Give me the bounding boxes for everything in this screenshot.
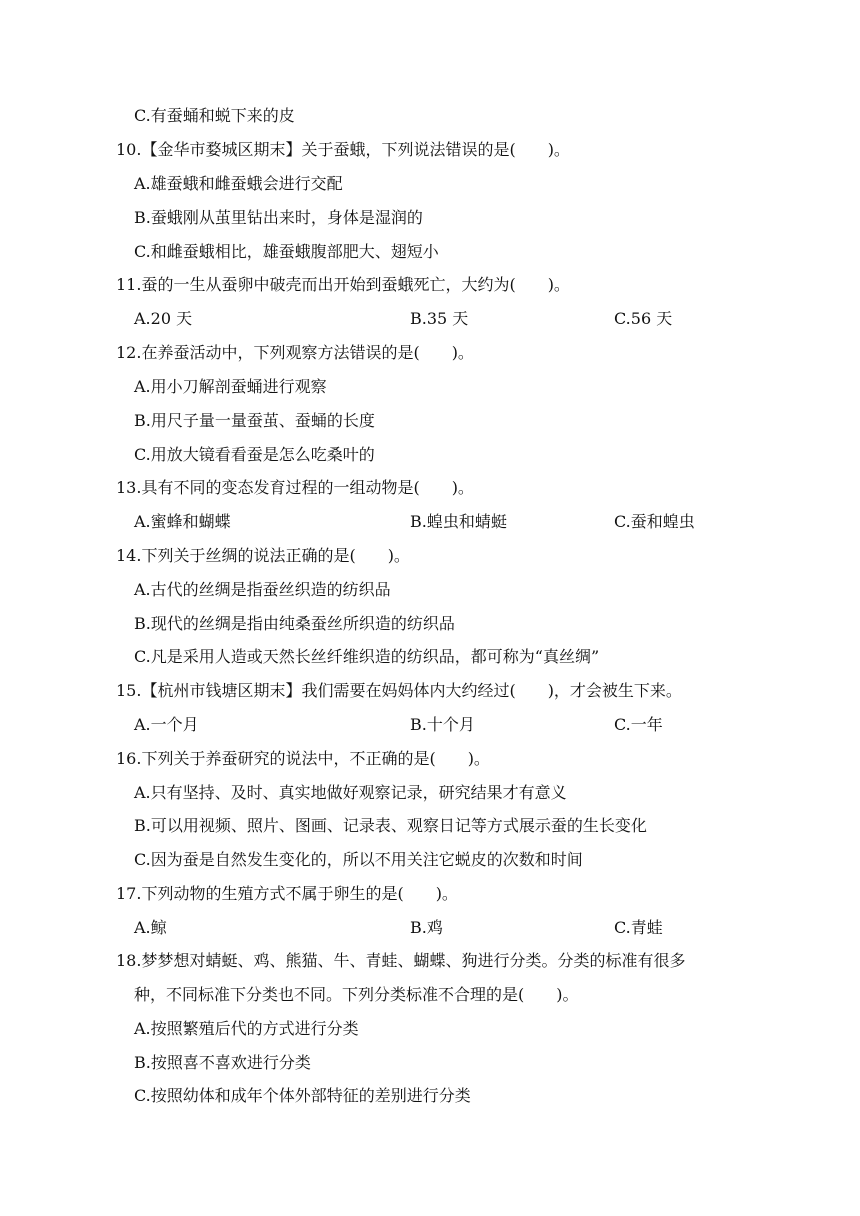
option-b: B.现代的丝绸是指由纯桑蚕丝所织造的纺织品 [134,614,455,633]
question-12: 12.在养蚕活动中，下列观察方法错误的是( )。 [116,343,474,362]
option-a: A.按照繁殖后代的方式进行分类 [134,1019,359,1038]
option-c: C.一年 [614,715,663,734]
option-c: C.56 天 [614,309,673,328]
option-a: A.古代的丝绸是指蚕丝织造的纺织品 [134,580,391,599]
option-b: B.用尺子量一量蚕茧、蚕蛹的长度 [134,411,375,430]
option-c: C.蚕和蝗虫 [614,512,695,531]
option-c: C.凡是采用人造或天然长丝纤维织造的纺织品，都可称为“真丝绸” [134,647,600,666]
option-b: B.按照喜不喜欢进行分类 [134,1053,311,1072]
question-15: 15.【杭州市钱塘区期末】我们需要在妈妈体内大约经过( )，才会被生下来。 [116,681,682,700]
question-18-continued: 种，不同标准下分类也不同。下列分类标准不合理的是( )。 [134,985,579,1004]
option-c: C.用放大镜看看蚕是怎么吃桑叶的 [134,445,375,464]
question-17: 17.下列动物的生殖方式不属于卵生的是( )。 [116,884,458,903]
option-a: A.用小刀解剖蚕蛹进行观察 [134,377,327,396]
option-b: B.可以用视频、照片、图画、记录表、观察日记等方式展示蚕的生长变化 [134,816,647,835]
option-a: A.一个月 [134,715,199,734]
option-a: A.鲸 [134,918,167,937]
option-b: B.十个月 [410,715,475,734]
option-a: A.只有坚持、及时、真实地做好观察记录，研究结果才有意义 [134,783,567,802]
option-b: B.35 天 [410,309,469,328]
option-a: A.雄蚕蛾和雌蚕蛾会进行交配 [134,174,343,193]
question-10: 10.【金华市婺城区期末】关于蚕蛾，下列说法错误的是( )。 [116,140,570,159]
option-c: C.因为蚕是自然发生变化的，所以不用关注它蜕皮的次数和时间 [134,850,583,869]
option-b: B.蚕蛾刚从茧里钻出来时，身体是湿润的 [134,208,423,227]
question-13: 13.具有不同的变态发育过程的一组动物是( )。 [116,478,474,497]
question-16: 16.下列关于养蚕研究的说法中，不正确的是( )。 [116,749,490,768]
option-c: C.和雌蚕蛾相比，雄蚕蛾腹部肥大、翅短小 [134,242,439,261]
option-b: B.蝗虫和蜻蜓 [410,512,507,531]
question-18: 18.梦梦想对蜻蜓、鸡、熊猫、牛、青蛙、蝴蝶、狗进行分类。分类的标准有很多 [116,951,686,970]
option-b: B.鸡 [410,918,443,937]
option-c: C.有蚕蛹和蜕下来的皮 [134,106,295,125]
option-a: A.20 天 [134,309,193,328]
question-11: 11.蚕的一生从蚕卵中破壳而出开始到蚕蛾死亡，大约为( )。 [116,275,570,294]
option-c: C.按照幼体和成年个体外部特征的差别进行分类 [134,1086,471,1105]
question-14: 14.下列关于丝绸的说法正确的是( )。 [116,546,410,565]
option-a: A.蜜蜂和蝴蝶 [134,512,231,531]
option-c: C.青蛙 [614,918,663,937]
